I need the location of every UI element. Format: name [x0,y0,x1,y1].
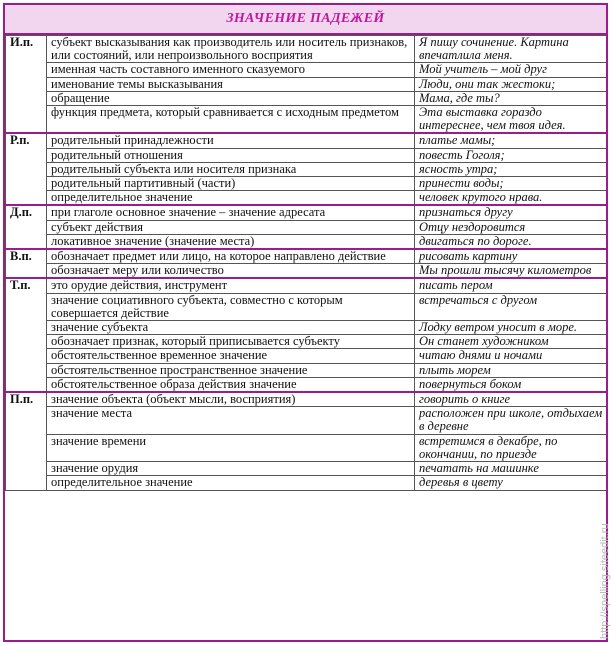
table-row [6,249,609,264]
meaning-cell: родительный субъекта или носителя признака [47,162,415,176]
table-row [6,335,609,349]
table-row [6,234,609,249]
meaning-cell: обозначает признак, который приписывается субъекту [47,335,415,349]
table-row [6,264,609,279]
meaning-cell: обстоятельственное пространственное значение [47,363,415,377]
table-row [6,363,609,377]
example-cell: печатать на машинке [415,462,609,476]
example-cell: встретимся в декабре, по окончании, по приезде [415,434,609,461]
meaning-cell: субъект действия [47,220,415,234]
case-name-cell: В.п. [6,249,47,278]
table-row [6,462,609,476]
table-row [6,377,609,392]
example-cell: ясность утра; [415,162,609,176]
example-cell: деревья в цвету [415,476,609,490]
table-row [6,191,609,206]
table-row [6,349,609,363]
watermark-url: http://spelling.siteedit.ru [599,523,611,639]
table-row [6,205,609,220]
case-name-cell: Д.п. [6,205,47,249]
table-row [6,293,609,320]
meaning-cell: определительное значение [47,476,415,490]
meaning-cell: определительное значение [47,191,415,206]
table-frame [3,3,608,642]
example-cell: Люди, они так жестоки; [415,77,609,91]
meaning-cell: обстоятельственное временное значение [47,349,415,363]
example-cell: плыть морем [415,363,609,377]
example-cell: говорить о книге [415,392,609,407]
table-row [6,278,609,293]
example-cell: принести воды; [415,177,609,191]
table-row [6,77,609,91]
example-cell: встречаться с другом [415,293,609,320]
case-name-cell: Т.п. [6,278,47,392]
meaning-cell: значение места [47,407,415,434]
table-row [6,434,609,461]
meaning-cell: значение орудия [47,462,415,476]
table-row [6,476,609,490]
table-row [6,162,609,176]
meaning-cell: значение объекта (объект мысли, восприятия) [47,392,415,407]
meaning-cell: локативное значение (значение места) [47,234,415,249]
meaning-cell: функция предмета, который сравнивается с исходным предметом [47,106,415,134]
case-name-cell: Р.п. [6,133,47,205]
example-cell: читаю днями и ночами [415,349,609,363]
example-cell: двигаться по дороге. [415,234,609,249]
example-cell: расположен при школе, отдыхаем в деревне [415,407,609,434]
example-cell: Он станет художником [415,335,609,349]
cases-table [5,35,608,491]
example-cell: человек крутого нрава. [415,191,609,206]
table-row [6,133,609,148]
example-cell: платье мамы; [415,133,609,148]
table-row [6,148,609,162]
case-name-cell: И.п. [6,36,47,134]
table-row [6,63,609,77]
meaning-cell: субъект высказывания как производитель или носитель признаков, или состояний, или непроизвольного восприятия [47,36,415,63]
example-cell: Отцу нездоровится [415,220,609,234]
table-row [6,407,609,434]
example-cell: Мы прошли тысячу километров [415,264,609,279]
table-row [6,106,609,134]
example-cell: Мама, где ты? [415,91,609,105]
example-cell: повесть Гоголя; [415,148,609,162]
example-cell: рисовать картину [415,249,609,264]
meaning-cell: это орудие действия, инструмент [47,278,415,293]
example-cell: повернуться боком [415,377,609,392]
table-row [6,91,609,105]
table-row [6,177,609,191]
example-cell: признаться другу [415,205,609,220]
meaning-cell: обозначает предмет или лицо, на которое направлено действие [47,249,415,264]
table-row [6,220,609,234]
table-row [6,321,609,335]
table-row [6,36,609,63]
meaning-cell: родительный принадлежности [47,133,415,148]
example-cell: Мой учитель – мой друг [415,63,609,77]
meaning-cell: значение субъекта [47,321,415,335]
meaning-cell: обстоятельственное образа действия значение [47,377,415,392]
table-title: ЗНАЧЕНИЕ ПАДЕЖЕЙ [5,5,606,35]
meaning-cell: обращение [47,91,415,105]
table-row [6,392,609,407]
meaning-cell: родительный партитивный (части) [47,177,415,191]
case-name-cell: П.п. [6,392,47,490]
example-cell: Я пишу сочинение. Картина впечатлила меня. [415,36,609,63]
meaning-cell: именная часть составного именного сказуемого [47,63,415,77]
example-cell: писать пером [415,278,609,293]
meaning-cell: значение социативного субъекта, совместно с которым совершается действие [47,293,415,320]
example-cell: Лодку ветром уносит в море. [415,321,609,335]
meaning-cell: при глаголе основное значение – значение адресата [47,205,415,220]
meaning-cell: обозначает меру или количество [47,264,415,279]
meaning-cell: значение времени [47,434,415,461]
example-cell: Эта выставка гораздо интереснее, чем твоя идея. [415,106,609,134]
meaning-cell: именование темы высказывания [47,77,415,91]
meaning-cell: родительный отношения [47,148,415,162]
